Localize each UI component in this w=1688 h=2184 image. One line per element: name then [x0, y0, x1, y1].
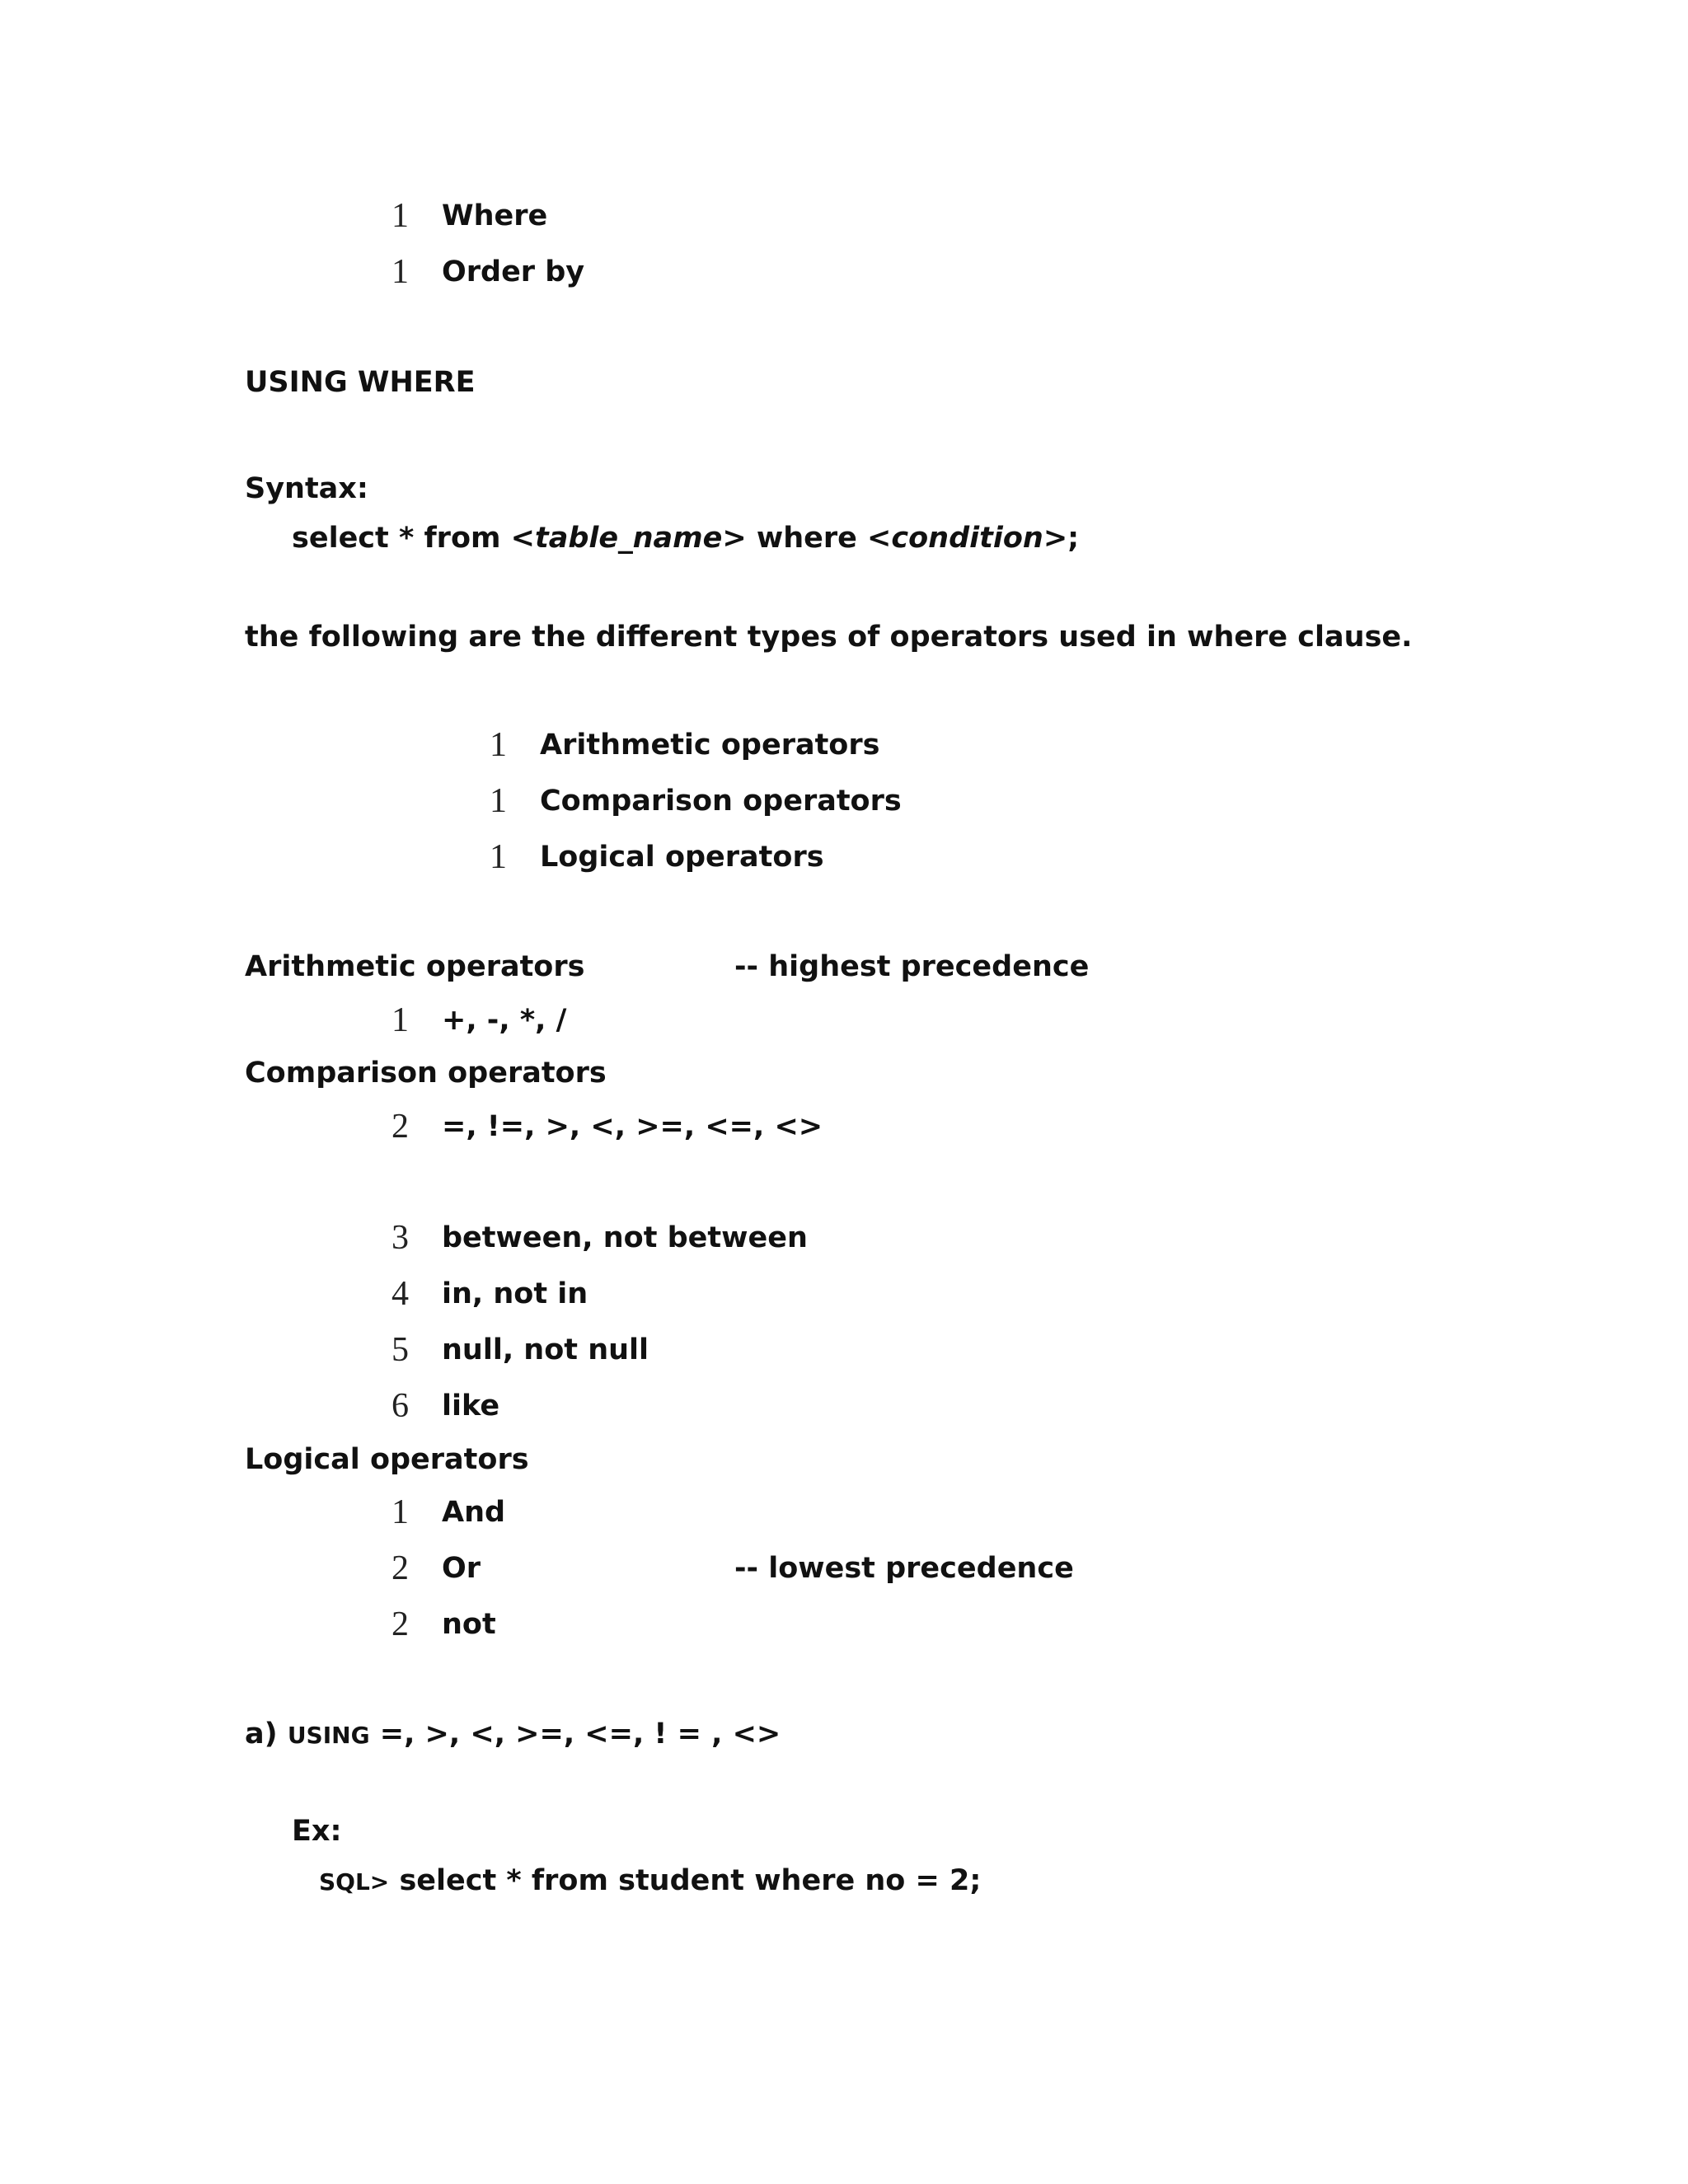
list-label: like: [442, 1390, 500, 1422]
syntax-statement: [292, 518, 1079, 558]
section-heading: USING WHERE: [245, 366, 476, 399]
sql-query: select * from student where no = 2;: [389, 1864, 982, 1897]
syntax-table-name: table_name: [534, 522, 723, 555]
list-number: 4: [392, 1275, 409, 1313]
comparison-heading: Comparison operators: [245, 1057, 607, 1090]
example-heading: [245, 1714, 781, 1755]
list-number: 5: [392, 1331, 409, 1369]
list-label: null, not null: [442, 1333, 649, 1366]
syntax-suffix: >;: [1043, 522, 1080, 555]
list-label: Order by: [442, 255, 585, 288]
syntax-middle: > where <: [722, 522, 892, 555]
example-operators: =, >, <, >=, <=, ! = , <>: [369, 1718, 781, 1750]
list-number: 2: [392, 1108, 409, 1146]
syntax-prefix: select * from <: [292, 522, 535, 555]
list-label: between, not between: [442, 1221, 808, 1254]
example-using: USING: [287, 1722, 370, 1749]
list-label: in, not in: [442, 1277, 588, 1310]
list-number: 1: [490, 782, 507, 820]
arithmetic-heading: Arithmetic operators: [245, 950, 585, 983]
list-number: 3: [392, 1219, 409, 1257]
list-label: Arithmetic operators: [540, 729, 880, 762]
list-number: 6: [392, 1387, 409, 1425]
list-label: Where: [442, 199, 548, 232]
intro-text: the following are the different types of operators used in where clause.: [245, 621, 1413, 654]
sql-prompt: SQL>: [319, 1868, 390, 1896]
example-prefix: a): [245, 1718, 288, 1750]
list-label: Or: [442, 1552, 481, 1585]
list-number: 2: [392, 1605, 409, 1643]
arithmetic-note: -- highest precedence: [734, 950, 1090, 983]
list-number: 1: [392, 253, 409, 291]
logical-note: -- lowest precedence: [734, 1552, 1074, 1585]
list-number: 1: [490, 726, 507, 764]
list-label: +, -, *, /: [442, 1004, 567, 1037]
example-label: Ex:: [292, 1815, 342, 1848]
sql-example: [319, 1861, 981, 1902]
syntax-label: Syntax:: [245, 472, 368, 505]
list-label: Comparison operators: [540, 785, 902, 818]
logical-heading: Logical operators: [245, 1443, 529, 1476]
list-number: 1: [392, 1493, 409, 1531]
list-label: =, !=, >, <, >=, <=, <>: [442, 1110, 823, 1143]
list-number: 1: [490, 838, 507, 876]
syntax-condition: condition: [891, 522, 1043, 555]
list-label: not: [442, 1608, 496, 1641]
list-label: Logical operators: [540, 841, 824, 874]
list-number: 1: [392, 1001, 409, 1039]
list-number: 1: [392, 197, 409, 235]
list-number: 2: [392, 1549, 409, 1587]
list-label: And: [442, 1496, 506, 1529]
